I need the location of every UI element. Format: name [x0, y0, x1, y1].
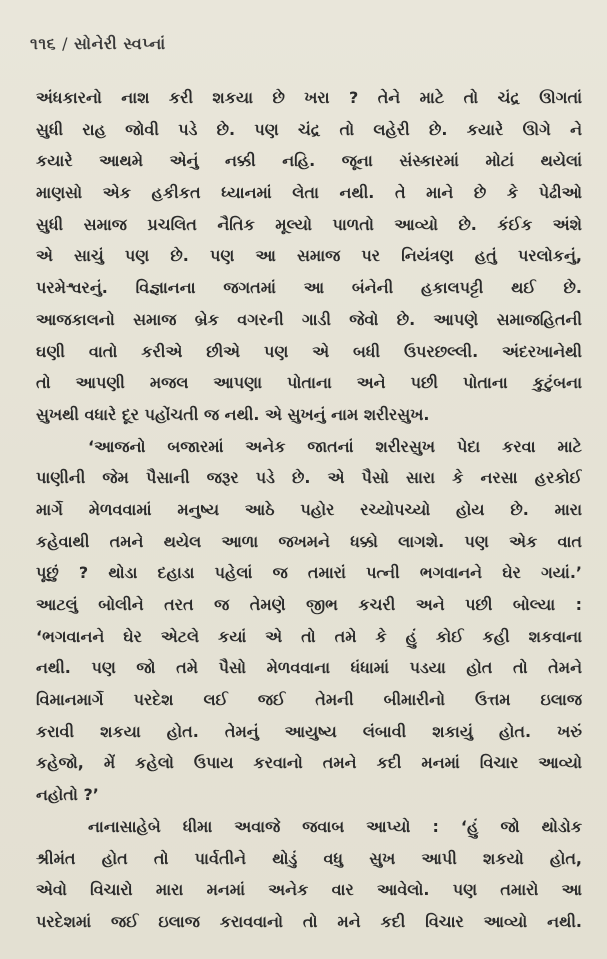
- text-line: ઘણી વાતો કરીએ છીએ પણ એ બધી ઉપરછલ્લી. અંદરખાનેથી: [36, 341, 582, 361]
- text-line: અંધકારનો નાશ કરી શકયા છે ખરા ? તેને માટે તો ચંદ્ર ઊગતાં: [36, 88, 582, 107]
- text-line: એ સાચું પણ છે. પણ આ સમાજ પર નિયંત્રણ હતું પરલોકનું,: [36, 246, 582, 266]
- text-line: સુધી સમાજ પ્રચલિત નૈતિક મૂલ્યો પાળતો આવ્યો છે. કંઈક અંશે: [36, 214, 582, 234]
- body-text: [36, 82, 582, 938]
- text-line: કહેજો, મેં કહેલો ઉપાય કરવાનો તમને કદી મનમાં વિચાર આવ્યો: [36, 753, 582, 773]
- text-line: આજકાલનો સમાજ બ્રેક વગરની ગાડી જેવો છે. આપણે સમાજહિતની: [36, 309, 582, 329]
- text-line: કયારે આથમે એનું નક્કી નહિ. જૂના સંસ્કારમાં મોટાં થયેલાં: [36, 151, 582, 171]
- text-line: શ્રીમંત હોત તો પાર્વતીને થોડું વધુ સુખ આપી શકયો હોત,: [36, 848, 582, 868]
- text-line: નહોતો ?’: [36, 785, 99, 805]
- text-line: આટલું બોલીને તરત જ તેમણે જીભ કચરી અને પછી બોલ્યા :: [36, 595, 582, 614]
- text-line: તો આપણી મજલ આપણા પોતાના અને પછી પોતાના કુટુંબના: [36, 373, 582, 393]
- text-line: કહેવાથી તમને થયેલ આળા જખમને ધક્કો લાગશે. પણ એક વાત: [36, 531, 582, 551]
- text-line: નાનાસાહેબે ધીમા અવાજે જવાબ આપ્યો : ‘હું જો થોડોક: [88, 816, 582, 836]
- header-separator: /: [62, 34, 69, 53]
- book-title: સોનેરી સ્વપ્નાં: [74, 34, 166, 53]
- running-header: [30, 34, 166, 54]
- text-line: સુધી રાહ જોવી પડે છે. પણ ચંદ્ર તો લહેરી છે. કયારે ઊગે ને: [36, 119, 582, 139]
- text-line: પરમેશ્વરનું. વિજ્ઞાનના જગતમાં આ બંનેની હકાલપટ્ટી થઈ છે.: [36, 278, 582, 298]
- text-line: એવો વિચારો મારા મનમાં અનેક વાર આવેલો. પણ તમારો આ: [36, 880, 582, 900]
- text-line: ‘આજનો બજારમાં અનેક જાતનાં શરીરસુખ પેદા કરવા માટે: [88, 436, 582, 456]
- text-line: માર્ગે મેળવવામાં મનુષ્ય આઠે પહોર રચ્યોપચ્યો હોય છે. મારા: [36, 499, 582, 519]
- text-line: પાણીની જેમ પૈસાની જરૂર પડે છે. એ પૈસો સારા કે નરસા હરકોઈ: [36, 468, 582, 488]
- text-line: પરદેશમાં જઈ ઇલાજ કરાવવાનો તો મને કદી વિચાર આવ્યો નથી.: [36, 911, 582, 931]
- text-line: ‘ભગવાનને ઘેર એટલે કયાં એ તો તમે કે હું કોઈ કહી શકવાના: [36, 626, 582, 646]
- text-line: સુખથી વધારે દૂર પહોંચતી જ નથી. એ સુખનું નામ શરીરસુખ.: [36, 404, 430, 424]
- text-line: માણસો એક હકીકત ધ્યાનમાં લેતા નથી. તે માને છે કે પેઢીઓ: [36, 183, 582, 203]
- text-line: કરાવી શકયા હોત. તેમનું આયુષ્ય લંબાવી શકાયું હોત. ખરું: [36, 721, 582, 741]
- text-line: વિમાનમાર્ગે પરદેશ લઈ જઈ તેમની બીમારીનો ઉત્તમ ઇલાજ: [36, 690, 582, 710]
- text-line: પૂછું ? થોડા દહાડા પહેલાં જ તમારાં પત્ની ભગવાનને ઘેર ગયાં.’: [36, 563, 582, 583]
- text-line: નથી. પણ જો તમે પૈસો મેળવવાના ધંધામાં પડયા હોત તો તેમને: [36, 658, 582, 678]
- page-number: ૧૧૬: [30, 34, 57, 53]
